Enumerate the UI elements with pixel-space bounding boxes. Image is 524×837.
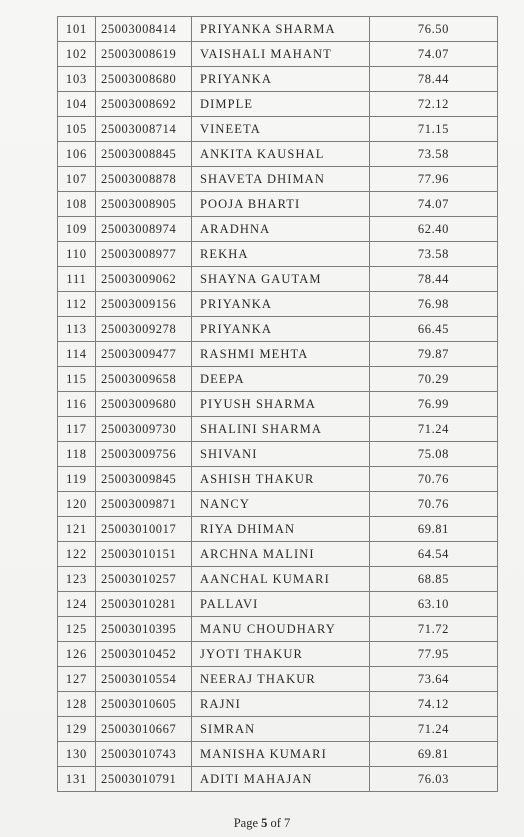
roll-number-cell: 25003009845 xyxy=(96,467,192,492)
serial-number-cell: 125 xyxy=(58,617,96,642)
candidate-name-cell: NANCY xyxy=(192,492,370,517)
candidate-name-cell: SHAVETA DHIMAN xyxy=(192,167,370,192)
roll-number-cell: 25003008619 xyxy=(96,42,192,67)
serial-number-cell: 131 xyxy=(58,767,96,792)
marks-cell: 70.76 xyxy=(370,492,498,517)
table-row xyxy=(58,42,498,67)
roll-number-cell: 25003010281 xyxy=(96,592,192,617)
serial-number-cell: 110 xyxy=(58,242,96,267)
marks-cell: 73.58 xyxy=(370,242,498,267)
candidate-name-cell: SHAYNA GAUTAM xyxy=(192,267,370,292)
candidate-name-cell: DEEPA xyxy=(192,367,370,392)
table-row xyxy=(58,567,498,592)
serial-number-cell: 122 xyxy=(58,542,96,567)
marks-cell: 76.50 xyxy=(370,17,498,42)
roll-number-cell: 25003008680 xyxy=(96,67,192,92)
marks-cell: 77.96 xyxy=(370,167,498,192)
marks-cell: 78.44 xyxy=(370,67,498,92)
serial-number-cell: 113 xyxy=(58,317,96,342)
marks-cell: 69.81 xyxy=(370,517,498,542)
roll-number-cell: 25003009477 xyxy=(96,342,192,367)
marks-cell: 70.76 xyxy=(370,467,498,492)
table-row xyxy=(58,67,498,92)
serial-number-cell: 118 xyxy=(58,442,96,467)
candidate-name-cell: MANU CHOUDHARY xyxy=(192,617,370,642)
candidate-name-cell: RASHMI MEHTA xyxy=(192,342,370,367)
table-row xyxy=(58,642,498,667)
candidate-name-cell: PRIYANKA SHARMA xyxy=(192,17,370,42)
roll-number-cell: 25003009062 xyxy=(96,267,192,292)
marks-cell: 69.81 xyxy=(370,742,498,767)
roll-number-cell: 25003009658 xyxy=(96,367,192,392)
roll-number-cell: 25003010395 xyxy=(96,617,192,642)
marks-cell: 63.10 xyxy=(370,592,498,617)
serial-number-cell: 111 xyxy=(58,267,96,292)
table-row xyxy=(58,167,498,192)
serial-number-cell: 119 xyxy=(58,467,96,492)
table-row xyxy=(58,17,498,42)
candidate-name-cell: VINEETA xyxy=(192,117,370,142)
marks-cell: 76.99 xyxy=(370,392,498,417)
roll-number-cell: 25003008845 xyxy=(96,142,192,167)
marks-cell: 76.03 xyxy=(370,767,498,792)
table-row xyxy=(58,142,498,167)
candidate-name-cell: VAISHALI MAHANT xyxy=(192,42,370,67)
candidate-name-cell: PRIYANKA xyxy=(192,67,370,92)
candidate-name-cell: ARCHNA MALINI xyxy=(192,542,370,567)
candidate-name-cell: SHALINI SHARMA xyxy=(192,417,370,442)
serial-number-cell: 127 xyxy=(58,667,96,692)
table-row xyxy=(58,392,498,417)
roll-number-cell: 25003008974 xyxy=(96,217,192,242)
serial-number-cell: 126 xyxy=(58,642,96,667)
roll-number-cell: 25003009756 xyxy=(96,442,192,467)
candidate-name-cell: PALLAVI xyxy=(192,592,370,617)
marks-cell: 74.07 xyxy=(370,192,498,217)
table-row xyxy=(58,342,498,367)
candidate-name-cell: ARADHNA xyxy=(192,217,370,242)
candidate-name-cell: RAJNI xyxy=(192,692,370,717)
roll-number-cell: 25003009730 xyxy=(96,417,192,442)
candidate-name-cell: PRIYANKA xyxy=(192,317,370,342)
serial-number-cell: 115 xyxy=(58,367,96,392)
candidate-name-cell: SIMRAN xyxy=(192,717,370,742)
marks-cell: 68.85 xyxy=(370,567,498,592)
candidate-name-cell: ASHISH THAKUR xyxy=(192,467,370,492)
serial-number-cell: 129 xyxy=(58,717,96,742)
candidate-name-cell: ADITI MAHAJAN xyxy=(192,767,370,792)
marks-cell: 72.12 xyxy=(370,92,498,117)
marks-cell: 64.54 xyxy=(370,542,498,567)
roll-number-cell: 25003010017 xyxy=(96,517,192,542)
results-table-body xyxy=(58,17,498,792)
table-row xyxy=(58,192,498,217)
table-row xyxy=(58,667,498,692)
serial-number-cell: 105 xyxy=(58,117,96,142)
serial-number-cell: 102 xyxy=(58,42,96,67)
page-label: Page xyxy=(233,816,258,830)
roll-number-cell: 25003008878 xyxy=(96,167,192,192)
marks-cell: 75.08 xyxy=(370,442,498,467)
roll-number-cell: 25003010257 xyxy=(96,567,192,592)
table-row xyxy=(58,617,498,642)
roll-number-cell: 25003008977 xyxy=(96,242,192,267)
roll-number-cell: 25003009680 xyxy=(96,392,192,417)
table-row xyxy=(58,492,498,517)
candidate-name-cell: PRIYANKA xyxy=(192,292,370,317)
roll-number-cell: 25003009278 xyxy=(96,317,192,342)
roll-number-cell: 25003008714 xyxy=(96,117,192,142)
marks-cell: 71.15 xyxy=(370,117,498,142)
table-row xyxy=(58,417,498,442)
serial-number-cell: 123 xyxy=(58,567,96,592)
serial-number-cell: 116 xyxy=(58,392,96,417)
candidate-name-cell: SHIVANI xyxy=(192,442,370,467)
table-row xyxy=(58,117,498,142)
marks-cell: 73.64 xyxy=(370,667,498,692)
table-row xyxy=(58,367,498,392)
roll-number-cell: 25003009156 xyxy=(96,292,192,317)
candidate-name-cell: RIYA DHIMAN xyxy=(192,517,370,542)
candidate-name-cell: MANISHA KUMARI xyxy=(192,742,370,767)
serial-number-cell: 117 xyxy=(58,417,96,442)
marks-cell: 76.98 xyxy=(370,292,498,317)
roll-number-cell: 25003010667 xyxy=(96,717,192,742)
roll-number-cell: 25003010605 xyxy=(96,692,192,717)
table-row xyxy=(58,442,498,467)
serial-number-cell: 130 xyxy=(58,742,96,767)
marks-cell: 73.58 xyxy=(370,142,498,167)
serial-number-cell: 109 xyxy=(58,217,96,242)
roll-number-cell: 25003008692 xyxy=(96,92,192,117)
serial-number-cell: 114 xyxy=(58,342,96,367)
marks-cell: 71.24 xyxy=(370,417,498,442)
serial-number-cell: 124 xyxy=(58,592,96,617)
candidate-name-cell: NEERAJ THAKUR xyxy=(192,667,370,692)
roll-number-cell: 25003010452 xyxy=(96,642,192,667)
candidate-name-cell: JYOTI THAKUR xyxy=(192,642,370,667)
table-row xyxy=(58,742,498,767)
table-row xyxy=(58,542,498,567)
table-row xyxy=(58,692,498,717)
page-current-number: 5 xyxy=(261,816,268,830)
table-row xyxy=(58,217,498,242)
roll-number-cell: 25003010554 xyxy=(96,667,192,692)
marks-cell: 74.07 xyxy=(370,42,498,67)
serial-number-cell: 128 xyxy=(58,692,96,717)
candidate-name-cell: AANCHAL KUMARI xyxy=(192,567,370,592)
table-row xyxy=(58,467,498,492)
roll-number-cell: 25003010151 xyxy=(96,542,192,567)
table-row xyxy=(58,267,498,292)
table-row xyxy=(58,292,498,317)
roll-number-cell: 25003008414 xyxy=(96,17,192,42)
table-row xyxy=(58,317,498,342)
roll-number-cell: 25003010743 xyxy=(96,742,192,767)
candidate-name-cell: PIYUSH SHARMA xyxy=(192,392,370,417)
serial-number-cell: 101 xyxy=(58,17,96,42)
serial-number-cell: 121 xyxy=(58,517,96,542)
serial-number-cell: 106 xyxy=(58,142,96,167)
marks-cell: 62.40 xyxy=(370,217,498,242)
table-row xyxy=(58,717,498,742)
marks-cell: 70.29 xyxy=(370,367,498,392)
results-table-container xyxy=(57,16,497,792)
page-footer xyxy=(0,816,524,831)
marks-cell: 77.95 xyxy=(370,642,498,667)
page-of-label: of xyxy=(270,816,281,830)
roll-number-cell: 25003009871 xyxy=(96,492,192,517)
candidate-name-cell: REKHA xyxy=(192,242,370,267)
serial-number-cell: 120 xyxy=(58,492,96,517)
marks-cell: 66.45 xyxy=(370,317,498,342)
marks-cell: 78.44 xyxy=(370,267,498,292)
table-row xyxy=(58,242,498,267)
roll-number-cell: 25003008905 xyxy=(96,192,192,217)
marks-cell: 74.12 xyxy=(370,692,498,717)
serial-number-cell: 103 xyxy=(58,67,96,92)
table-row xyxy=(58,517,498,542)
page-total-number: 7 xyxy=(284,816,291,830)
results-table xyxy=(57,16,498,792)
marks-cell: 71.24 xyxy=(370,717,498,742)
candidate-name-cell: ANKITA KAUSHAL xyxy=(192,142,370,167)
candidate-name-cell: POOJA BHARTI xyxy=(192,192,370,217)
serial-number-cell: 108 xyxy=(58,192,96,217)
table-row xyxy=(58,592,498,617)
serial-number-cell: 104 xyxy=(58,92,96,117)
serial-number-cell: 107 xyxy=(58,167,96,192)
roll-number-cell: 25003010791 xyxy=(96,767,192,792)
candidate-name-cell: DIMPLE xyxy=(192,92,370,117)
serial-number-cell: 112 xyxy=(58,292,96,317)
table-row xyxy=(58,767,498,792)
marks-cell: 71.72 xyxy=(370,617,498,642)
marks-cell: 79.87 xyxy=(370,342,498,367)
table-row xyxy=(58,92,498,117)
